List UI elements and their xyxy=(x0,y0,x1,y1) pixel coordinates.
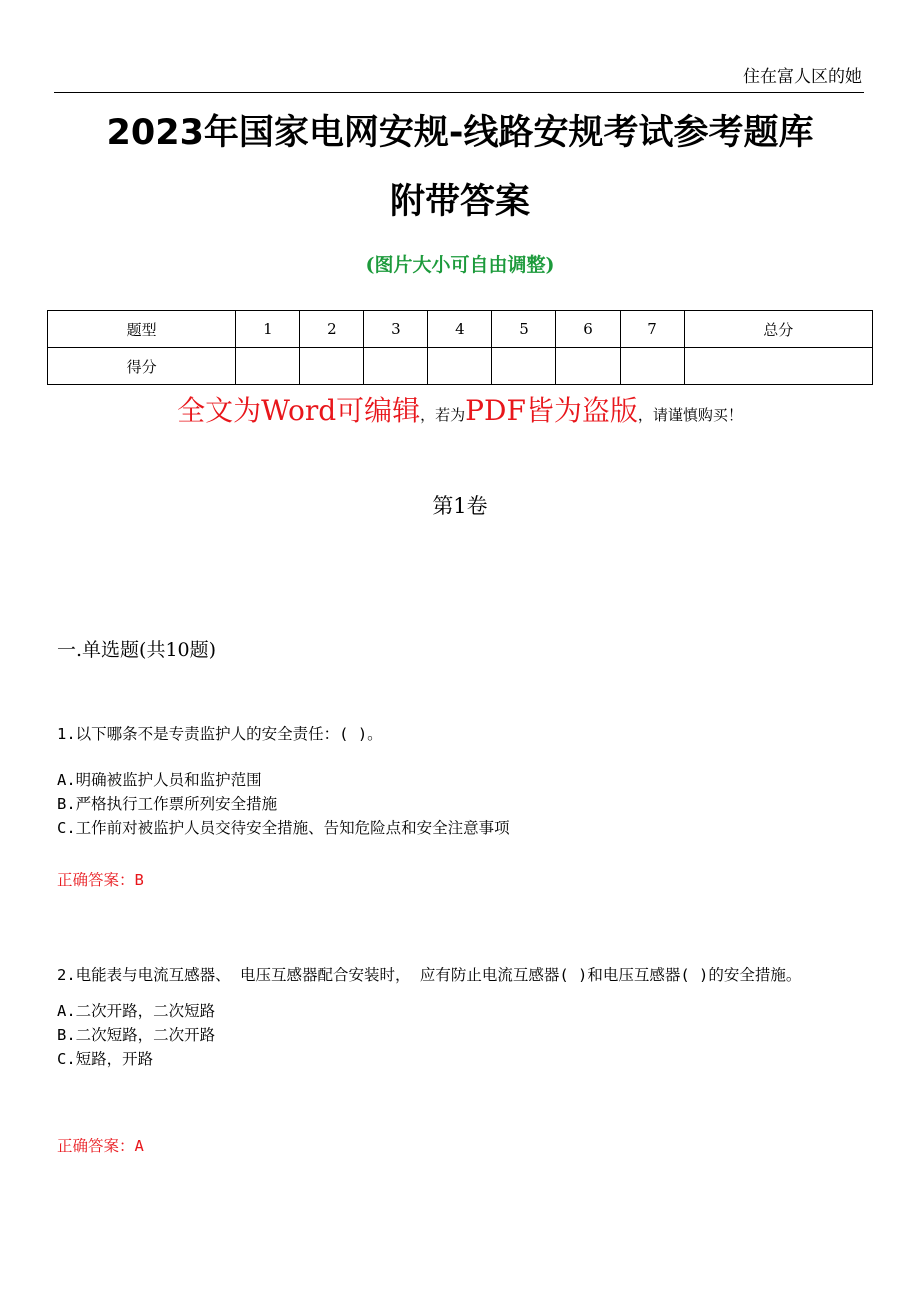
question-option: A.明确被监护人员和监护范围 xyxy=(57,771,262,789)
column-header-total: 总分 xyxy=(684,311,872,348)
answer-2: 正确答案：A xyxy=(57,1137,144,1155)
header-author: 住在富人区的她 xyxy=(743,67,862,87)
score-table-score-row xyxy=(48,348,873,385)
score-cell xyxy=(364,348,428,385)
column-header: 6 xyxy=(556,311,620,348)
column-header: 5 xyxy=(492,311,556,348)
score-table xyxy=(47,310,873,385)
question-option: C.短路，开路 xyxy=(57,1050,154,1068)
question-option: B.严格执行工作票所列安全措施 xyxy=(57,795,278,813)
document-title-line2: 附带答案 xyxy=(389,182,530,222)
subtitle: (图片大小可自由调整) xyxy=(365,254,555,276)
copyright-notice xyxy=(40,392,880,434)
question-2 xyxy=(57,963,857,1071)
notice-caution: ，请谨慎购买！ xyxy=(637,406,743,424)
question-1 xyxy=(57,722,857,840)
column-header: 4 xyxy=(428,311,492,348)
notice-pirated: PDF皆为盗版 xyxy=(465,394,638,427)
score-cell xyxy=(556,348,620,385)
row-label-type: 题型 xyxy=(48,311,236,348)
score-cell xyxy=(492,348,556,385)
notice-editable: 全文为Word可编辑 xyxy=(177,394,421,427)
document-title-line1: 2023年国家电网安规-线路安规考试参考题库 xyxy=(106,113,814,153)
question-stem: 2.电能表与电流互感器、 电压互感器配合安装时， 应有防止电流互感器( )和电压互感器( )的安全措施。 xyxy=(57,966,802,984)
volume-label: 第1卷 xyxy=(432,494,488,518)
question-option: B.二次短路，二次开路 xyxy=(57,1026,216,1044)
header-divider xyxy=(54,92,864,93)
section-title: 一.单选题(共10题) xyxy=(57,639,217,661)
column-header: 3 xyxy=(364,311,428,348)
question-stem: 1.以下哪条不是专责监护人的安全责任：( )。 xyxy=(57,725,383,743)
score-table-header-row xyxy=(48,311,873,348)
score-cell xyxy=(684,348,872,385)
score-cell xyxy=(236,348,300,385)
score-cell xyxy=(428,348,492,385)
score-cell xyxy=(300,348,364,385)
column-header: 2 xyxy=(300,311,364,348)
column-header: 7 xyxy=(620,311,684,348)
score-cell xyxy=(620,348,684,385)
column-header: 1 xyxy=(236,311,300,348)
question-option: A.二次开路，二次短路 xyxy=(57,1002,216,1020)
answer-1: 正确答案：B xyxy=(57,871,144,889)
notice-connector: ，若为 xyxy=(420,406,466,424)
row-label-score: 得分 xyxy=(48,348,236,385)
question-option: C.工作前对被监护人员交待安全措施、告知危险点和安全注意事项 xyxy=(57,819,510,837)
